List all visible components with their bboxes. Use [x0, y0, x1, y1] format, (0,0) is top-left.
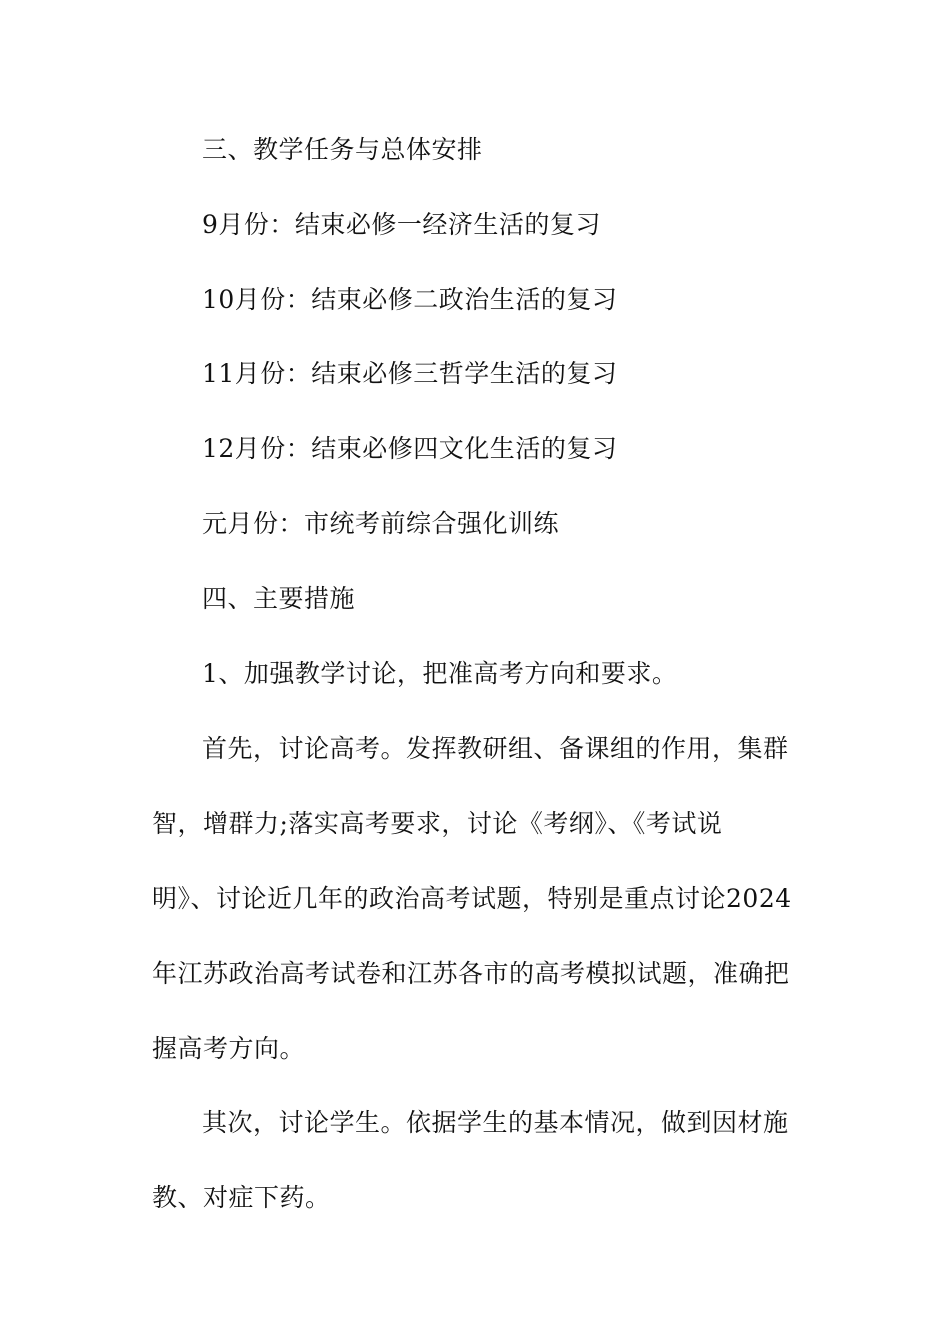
paragraph-line: 首先，讨论高考。发挥教研组、备课组的作用，集群 [202, 734, 789, 763]
paragraph-line: 明》、讨论近几年的政治高考试题，特别是重点讨论2024 [152, 884, 792, 913]
schedule-november: 11月份：结束必修三哲学生活的复习 [202, 359, 618, 388]
paragraph-line: 年江苏政治高考试卷和江苏各市的高考模拟试题，准确把 [152, 959, 790, 988]
section-heading-3: 三、教学任务与总体安排 [202, 135, 483, 164]
section-heading-4: 四、主要措施 [202, 584, 356, 613]
schedule-december: 12月份：结束必修四文化生活的复习 [202, 434, 618, 463]
paragraph-line: 其次，讨论学生。依据学生的基本情况，做到因材施 [202, 1108, 789, 1137]
measure-1-heading: 1、加强教学讨论，把准高考方向和要求。 [202, 659, 678, 688]
paragraph-line: 智，增群力;落实高考要求，讨论《考纲》、《考试说 [152, 809, 723, 838]
schedule-january: 元月份：市统考前综合强化训练 [202, 509, 560, 538]
paragraph-line: 握高考方向。 [152, 1034, 306, 1063]
schedule-september: 9月份：结束必修一经济生活的复习 [202, 210, 601, 239]
paragraph-line: 教、对症下药。 [152, 1183, 331, 1212]
schedule-october: 10月份：结束必修二政治生活的复习 [202, 285, 618, 314]
